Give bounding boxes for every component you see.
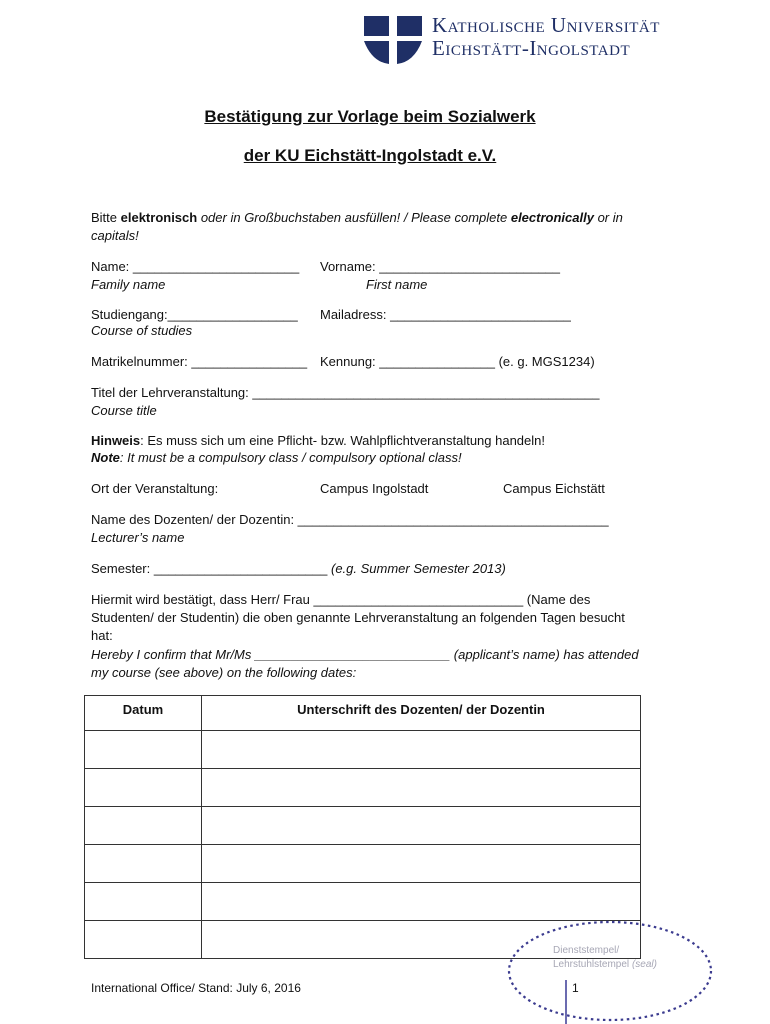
course-title-sublabel: Course title <box>91 403 157 418</box>
mailadress-field[interactable]: Mailadress: _________________________ <box>320 307 571 322</box>
signature-cell[interactable] <box>202 845 641 883</box>
ort-label: Ort der Veranstaltung: <box>91 481 219 496</box>
col-datum-header: Datum <box>85 696 202 731</box>
course-title-field[interactable]: Titel der Lehrveranstaltung: ________________________________________________ <box>91 385 600 400</box>
table-row <box>85 731 641 769</box>
stamp-label-line1: Dienststempel/ <box>553 945 620 956</box>
document-title-line2: der KU Eichstätt-Ingolstadt e.V. <box>243 146 497 165</box>
university-name-line2: Eichstätt-Ingolstadt <box>432 36 631 60</box>
lecturer-name-sublabel: Lecturer’s name <box>91 530 185 545</box>
date-cell[interactable] <box>85 731 202 769</box>
vorname-field-sublabel: First name <box>366 277 428 292</box>
date-cell[interactable] <box>85 921 202 959</box>
university-name-line1: Katholische Universität <box>432 13 660 37</box>
confirm-line2: Studenten/ der Studentin) die oben genannte Lehrveranstaltung an folgenden Tagen besucht <box>91 610 625 625</box>
lecturer-name-field[interactable]: Name des Dozenten/ der Dozentin: ___________________________________________ <box>91 512 609 527</box>
document-title-line1: Bestätigung zur Vorlage beim Sozialwerk <box>204 107 536 126</box>
signature-cell[interactable] <box>202 807 641 845</box>
note-line: Note: It must be a compulsory class / compulsory optional class! <box>91 450 462 465</box>
signature-cell[interactable] <box>202 769 641 807</box>
confirm-line3: hat: <box>91 628 113 643</box>
page-number: 1 <box>572 981 579 995</box>
table-row <box>85 769 641 807</box>
date-cell[interactable] <box>85 883 202 921</box>
confirm-line5: my course (see above) on the following dates: <box>91 665 357 680</box>
footer-text: International Office/ Stand: July 6, 2016 <box>91 981 301 995</box>
table-header-row <box>85 696 641 731</box>
matrikelnummer-field[interactable]: Matrikelnummer: ________________ <box>91 354 308 369</box>
campus-ingolstadt-option[interactable]: Campus Ingolstadt <box>320 481 429 496</box>
vorname-field[interactable]: Vorname: _________________________ <box>320 259 561 274</box>
stamp-label-line2: Lehrstuhlstempel (seal) <box>553 959 657 970</box>
instruction-line2: capitals! <box>91 228 139 243</box>
name-field[interactable]: Name: _______________________ <box>91 259 300 274</box>
footer-divider <box>565 980 567 1024</box>
hinweis-line: Hinweis: Es muss sich um eine Pflicht- bzw. Wahlpflichtveranstaltung handeln! <box>91 433 545 448</box>
signature-cell[interactable] <box>202 731 641 769</box>
kennung-field[interactable]: Kennung: ________________ (e. g. MGS1234) <box>320 354 595 369</box>
signature-cell[interactable] <box>202 883 641 921</box>
name-field-sublabel: Family name <box>91 277 166 292</box>
table-row <box>85 845 641 883</box>
semester-field[interactable]: Semester: ________________________ (e.g. Summer Semester 2013) <box>91 561 506 576</box>
confirm-line1: Hiermit wird bestätigt, dass Herr/ Frau _____________________________ (Name des <box>91 592 591 607</box>
confirm-line4: Hereby I confirm that Mr/Ms ___________________________ (applicant’s name) has attended <box>91 647 639 662</box>
studiengang-field[interactable]: Studiengang:__________________ <box>91 307 298 322</box>
col-signature-header: Unterschrift des Dozenten/ der Dozentin <box>202 696 641 731</box>
campus-eichstaett-option[interactable]: Campus Eichstätt <box>503 481 605 496</box>
ku-logo-icon <box>364 16 422 64</box>
studiengang-field-sublabel: Course of studies <box>91 323 193 338</box>
date-cell[interactable] <box>85 807 202 845</box>
date-cell[interactable] <box>85 769 202 807</box>
table-row <box>85 807 641 845</box>
date-cell[interactable] <box>85 845 202 883</box>
table-row <box>85 883 641 921</box>
instruction-line1: Bitte elektronisch oder in Großbuchstaben ausfüllen! / Please complete electronically or in <box>91 210 623 225</box>
